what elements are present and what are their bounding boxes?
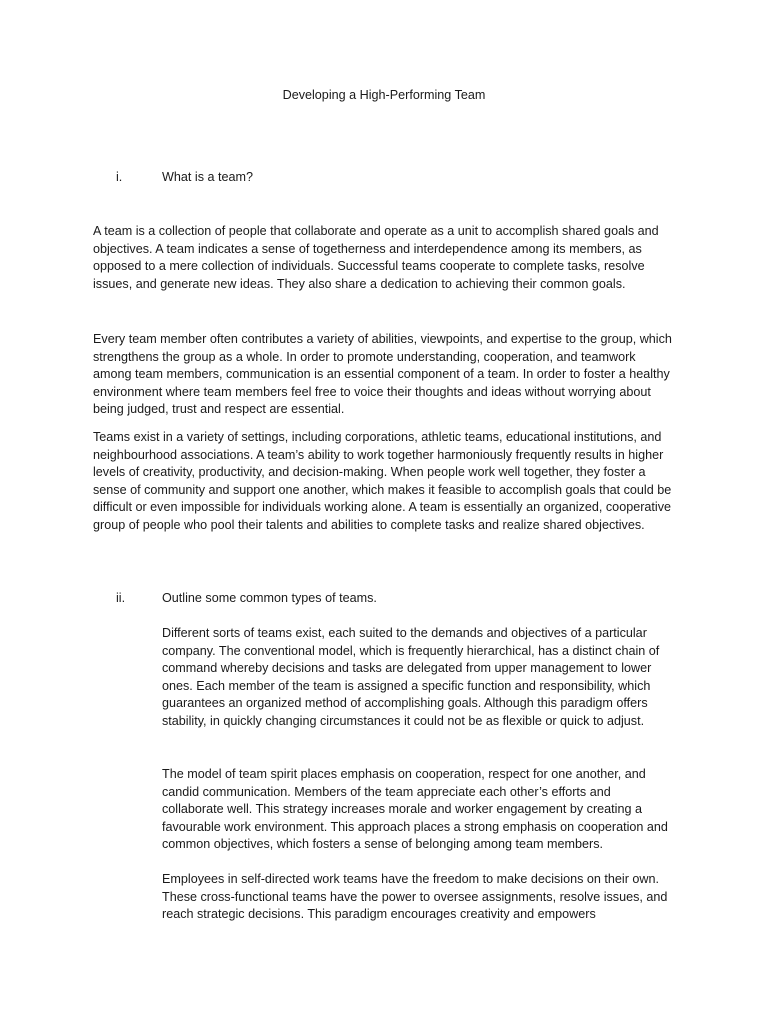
paragraph: Teams exist in a variety of settings, including corporations, athletic teams, educational institutions, and neighbourhood associations. A team’s ability to work together harmoniously frequently results in higher levels of creativity, productivity, and decision-making. When people work well together, they foster a sense of community and support one another, which makes it feasible to accomplish goals that could be difficult or even impossible for individuals working alone. A team is essentially an organized, cooperative group of people who pool their talents and abilities to complete tasks and realize shared objectives. [93,430,672,532]
section-heading-text: Outline some common types of teams. [162,591,377,605]
paragraph: Employees in self-directed work teams have the freedom to make decisions on their own. These cross-functional teams have the power to oversee assignments, resolve issues, and reach strategic decisions. This paradigm encourages creativity and empowers [162,872,668,922]
paragraph: A team is a collection of people that collaborate and operate as a unit to accomplish shared goals and objectives. A team indicates a sense of togetherness and interdependence among its members, as opposed to a mere collection of individuals. Successful teams cooperate to complete tasks, resolve issues, and generate new ideas. They also share a dedication to achieving their common goals. [93,224,659,291]
section-heading-text: What is a team? [162,170,253,184]
paragraph: Different sorts of teams exist, each suited to the demands and objectives of a particular company. The conventional model, which is frequently hierarchical, has a distinct chain of command whereby decisions and tasks are delegated from upper management to lower ones. Each member of the team is assigned a specific function and responsibility, which guarantees an organized method of accomplishing goals. Although this paradigm offers stability, in quickly changing circumstances it could not be as flexible or quick to adjust. [162,626,660,728]
paragraph: Every team member often contributes a variety of abilities, viewpoints, and expertise to the group, which strengthens the group as a whole. In order to promote understanding, cooperation, and teamwork among team members, communication is an essential component of a team. In order to foster a healthy environment where team members feel free to voice their thoughts and ideas without worrying about being judged, trust and respect are essential. [93,332,672,417]
section-number: i. [116,170,123,184]
paragraph: The model of team spirit places emphasis on cooperation, respect for one another, and candid communication. Members of the team appreciate each other’s efforts and collaborate well. This strategy increases morale and worker engagement by creating a favourable work environment. This approach places a strong emphasis on cooperation and common objectives, which fosters a sense of belonging among team members. [162,767,668,852]
document-title: Developing a High-Performing Team [282,88,486,102]
section-number: ii. [116,591,126,605]
